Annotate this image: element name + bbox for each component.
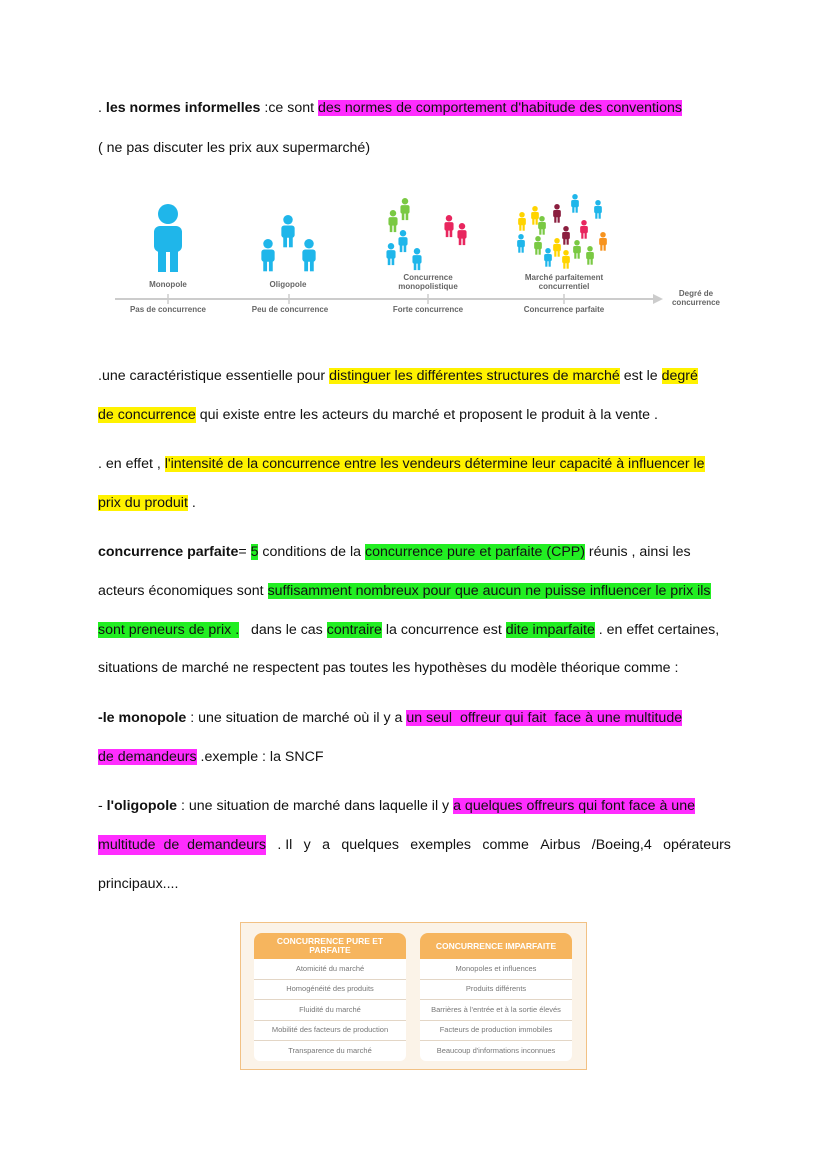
text-segment: = [238, 544, 251, 560]
word: a [322, 837, 330, 853]
table-cell: Monopoles et influences [420, 959, 572, 980]
highlight-magenta: des normes de comportement d'habitude des conventions [318, 100, 682, 116]
text-segment: conditions de la [258, 544, 365, 560]
dash: - [98, 710, 103, 726]
person-icon [531, 206, 539, 225]
text-prefix: . [98, 100, 106, 116]
category-label: Marché parfaitement concurrentiel [524, 273, 604, 291]
category-label: Oligopole [269, 280, 307, 289]
table-cell: Transparence du marché [288, 1045, 372, 1055]
informal-norms-line-1 [98, 98, 682, 118]
monopoly-line-1 [98, 708, 682, 728]
category-label: Monopole [149, 280, 187, 289]
oligopoly-line-2 [98, 835, 731, 855]
highlight-yellow: prix du produit [98, 495, 188, 511]
text-segment: qui existe entre les acteurs du marché et proposent le produit à la vente . [195, 407, 658, 423]
highlight-yellow: distinguer les différentes structures de marché [329, 368, 620, 384]
column-header: CONCURRENCE IMPARFAITE [420, 933, 572, 959]
text-segment: est le [619, 368, 662, 384]
table-cell: Beaucoup d'informations inconnues [436, 1045, 556, 1055]
highlight-green: dite imparfaite [505, 622, 595, 638]
text-segment: la concurrence est [381, 622, 506, 638]
text-segment: : une situation de marché où il y a [186, 710, 407, 726]
text-segment: .exemple : la SNCF [196, 749, 324, 765]
monopoly-line-2 [98, 747, 324, 767]
highlight-green: sont preneurs de prix . [98, 622, 240, 638]
table-cell: Produits différents [420, 980, 572, 1001]
intensity-line-2 [98, 493, 196, 513]
highlight-yellow: l'intensité de la concurrence entre les vendeurs détermine leur capacité à influencer le [164, 456, 705, 472]
market-structure-svg [110, 188, 735, 320]
text-segment: .une caractéristique essentielle pour [98, 368, 330, 384]
person-icon [386, 243, 395, 265]
text-segment: . en effet , [98, 456, 165, 472]
person-icon [154, 204, 182, 272]
intensity-line-1 [98, 454, 705, 474]
person-icon [538, 216, 546, 235]
perfect-competition-line-1 [98, 542, 691, 562]
highlight-green: 5 [250, 544, 259, 560]
person-icon [562, 226, 570, 245]
market-structure-figure [110, 188, 735, 320]
oligopoly-term: l'oligopole [106, 798, 178, 814]
perfect-competition-line-2 [98, 581, 711, 601]
text-segment: dans le cas [239, 622, 327, 638]
text-segment: réunis , ainsi les [584, 544, 691, 560]
perfect-competition-line-3 [98, 620, 719, 640]
word: exemples [410, 837, 472, 853]
word: /Boeing,4 [591, 837, 652, 853]
person-icon [457, 223, 466, 245]
highlight-yellow: degré [661, 368, 698, 384]
person-icon [534, 236, 542, 255]
tick-label: Peu de concurrence [251, 305, 329, 314]
oligopoly-line-3: principaux.... [98, 876, 179, 892]
person-icon [571, 194, 579, 213]
person-icon [586, 246, 594, 265]
highlight-green: concurrence pure et parfaite (CPP) [364, 544, 585, 560]
word: y [303, 837, 311, 853]
person-icon [388, 210, 397, 232]
word: opérateurs [663, 837, 731, 853]
highlight-magenta: de demandeurs [98, 749, 197, 765]
structures-line-1 [98, 366, 698, 386]
perfect-competition-term: concurrence parfaite [98, 544, 239, 560]
text-segment: . en effet certaines, [594, 622, 720, 638]
highlight-green: suffisamment nombreux pour que aucun ne puisse influencer le prix ils [267, 583, 711, 599]
person-icon [553, 204, 561, 223]
person-icon [444, 215, 453, 237]
text-segment: :ce sont [260, 100, 319, 116]
highlight-green: contraire [326, 622, 382, 638]
person-icon [562, 250, 570, 269]
word: comme [482, 837, 529, 853]
competition-comparison-table [240, 922, 587, 1070]
person-icon [261, 239, 274, 271]
category-label: Concurrence monopolistique [398, 273, 458, 291]
table-cell: Barrières à l'entrée et à la sortie élevés [420, 1000, 572, 1021]
person-icon [594, 200, 602, 219]
highlight-magenta: a quelques offreurs qui font face à une [453, 798, 695, 814]
table-cell: Fluidité du marché [254, 1000, 406, 1021]
text-segment: acteurs économiques sont [98, 583, 268, 599]
highlight-magenta: un seul offreur qui fait face à une multitude [406, 710, 683, 726]
table-cell: Atomicité du marché [254, 959, 406, 980]
structures-line-2 [98, 405, 658, 425]
person-icon [517, 234, 525, 253]
table-cell: Facteurs de production immobiles [420, 1021, 572, 1042]
person-icon [573, 240, 581, 259]
dash: - [98, 798, 107, 814]
imperfect-competition-column [420, 933, 572, 1061]
informal-norms-line-2: ( ne pas discuter les prix aux supermarché) [98, 140, 371, 156]
highlight-magenta: multitude de demandeurs [98, 837, 266, 853]
people-icons [154, 194, 607, 272]
table-cell: Mobilité des facteurs de production [254, 1021, 406, 1042]
word: quelques [341, 837, 399, 853]
person-icon [518, 212, 526, 231]
word: Airbus [540, 837, 581, 853]
person-icon [281, 215, 294, 247]
table-cell: Homogénéité des produits [254, 980, 406, 1001]
column-header: CONCURRENCE PURE ET PARFAITE [254, 933, 406, 959]
person-icon [400, 198, 409, 220]
tick-label: Concurrence parfaite [523, 305, 605, 314]
text-segment: . [187, 495, 196, 511]
word: . Il [277, 837, 293, 853]
highlight-yellow: de concurrence [98, 407, 196, 423]
axis-label: Degré de concurrence [671, 289, 721, 307]
person-icon [302, 239, 315, 271]
perfect-competition-column [254, 933, 406, 1061]
tick-label: Pas de concurrence [129, 305, 207, 314]
person-icon [553, 238, 561, 257]
informal-norms-term: les normes informelles [105, 100, 261, 116]
oligopoly-line-1 [98, 796, 695, 816]
monopoly-term: le monopole [102, 710, 187, 726]
person-icon [580, 220, 588, 239]
person-icon [412, 248, 421, 270]
person-icon [599, 232, 607, 251]
tick-label: Forte concurrence [392, 305, 464, 314]
text-segment: : une situation de marché dans laquelle il y [177, 798, 454, 814]
person-icon [544, 248, 552, 267]
person-icon [398, 230, 407, 252]
perfect-competition-line-4: situations de marché ne respectent pas toutes les hypothèses du modèle théorique comme : [98, 660, 679, 676]
